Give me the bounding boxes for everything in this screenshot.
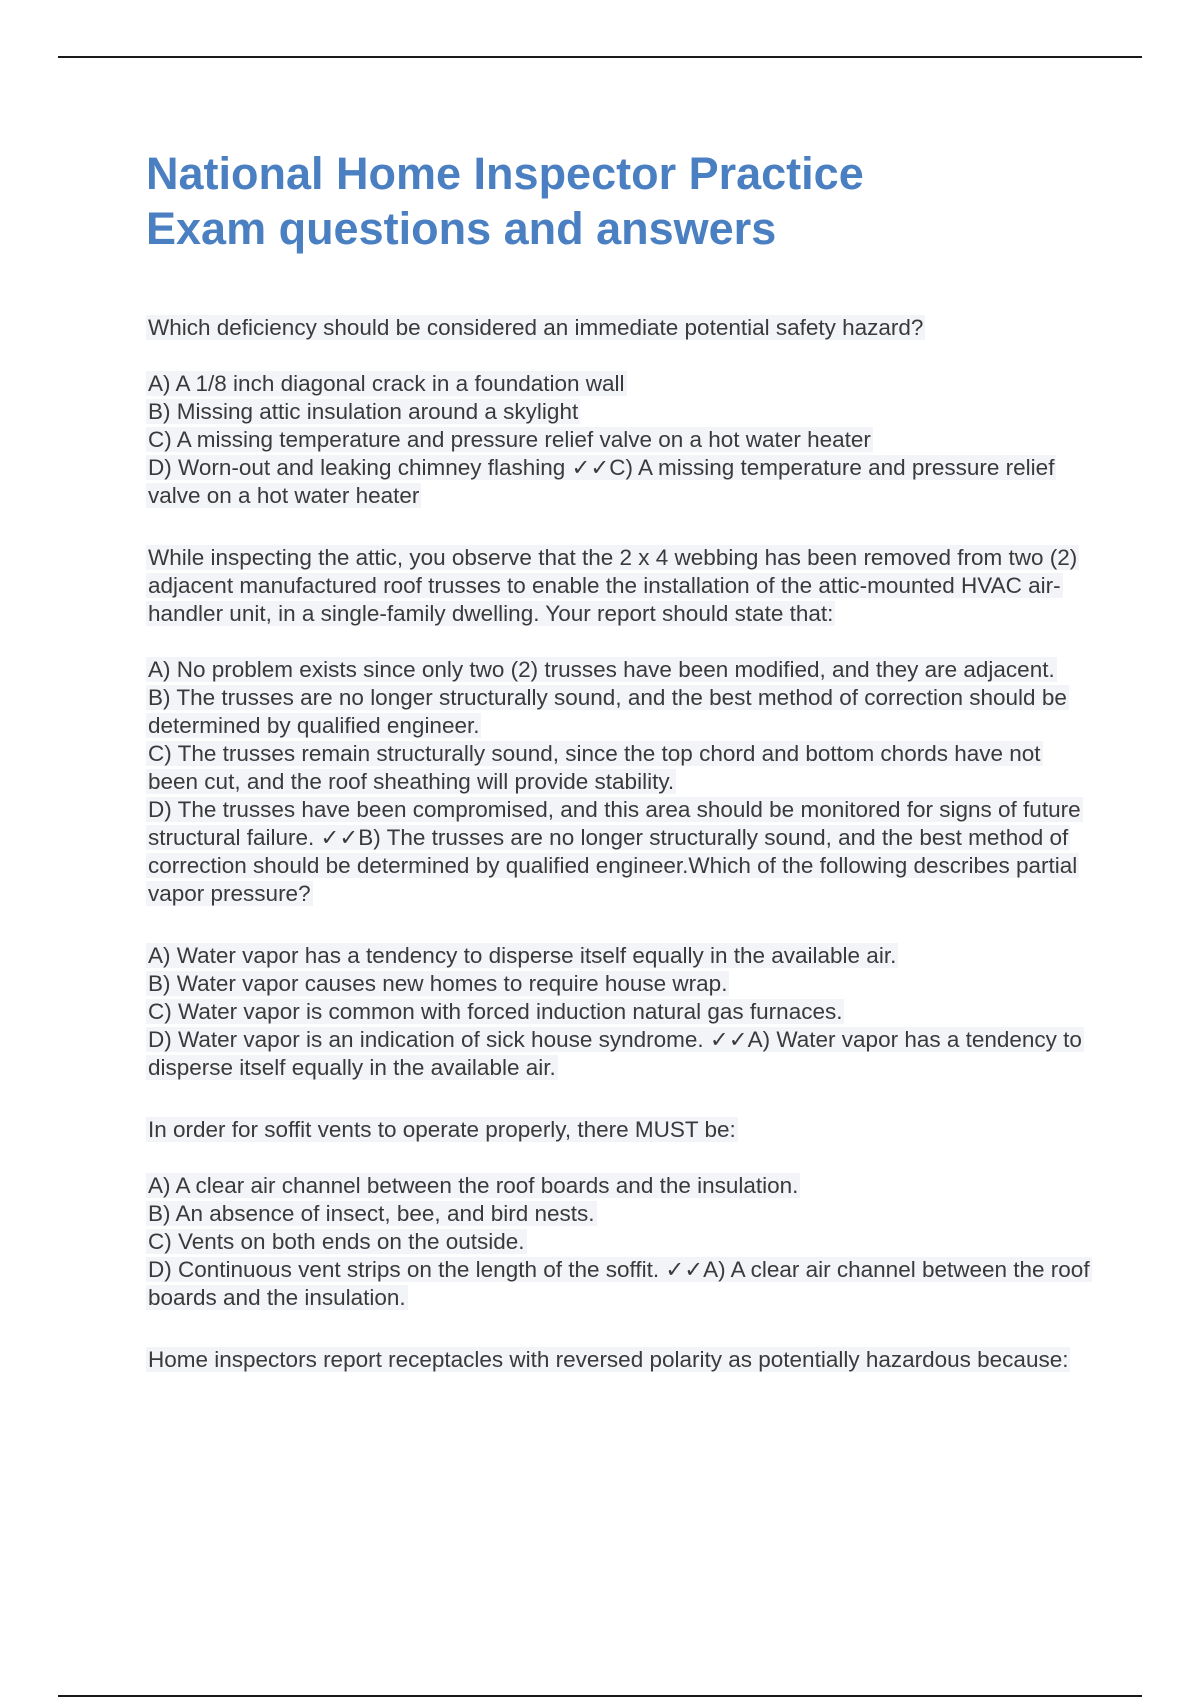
answer-option: A) A clear air channel between the roof boards and the insulation.: [148, 1173, 799, 1198]
question-text: While inspecting the attic, you observe that the 2 x 4 webbing has been removed from two (2) adjacent manufactured roof trusses to enable the installation of the attic-mounted HVAC air-handler unit, in a single-family dwelling. Your report should state that:: [148, 545, 1078, 626]
answer-option: D) Worn-out and leaking chimney flashing ✓✓C) A missing temperature and pressure relief valve on a hot water heater: [148, 455, 1055, 508]
answer-option: D) Water vapor is an indication of sick house syndrome. ✓✓A) Water vapor has a tendency to disperse itself equally in the available air.: [148, 1027, 1082, 1080]
answer-option: C) Water vapor is common with forced induction natural gas furnaces.: [148, 999, 843, 1024]
answer-option: D) The trusses have been compromised, and this area should be monitored for signs of future structural failure. ✓✓B) The trusses are no longer structurally sound, and the best method of correction should be determined by qualified engineer.Which of the following describes partial vapor pressure?: [148, 797, 1081, 906]
top-rule: [58, 56, 1142, 58]
question-block: [146, 1116, 1096, 1312]
question-text: In order for soffit vents to operate properly, there MUST be:: [148, 1117, 736, 1142]
question-block: [146, 314, 1096, 510]
answer-option: C) A missing temperature and pressure relief valve on a hot water heater: [148, 427, 871, 452]
bottom-rule: [58, 1695, 1142, 1697]
answer-option: D) Continuous vent strips on the length of the soffit. ✓✓A) A clear air channel between the roof boards and the insulation.: [148, 1257, 1090, 1310]
answer-option: B) Missing attic insulation around a skylight: [148, 399, 579, 424]
answer-option: A) Water vapor has a tendency to disperse itself equally in the available air.: [148, 943, 897, 968]
answer-option: B) An absence of insect, bee, and bird nests.: [148, 1201, 595, 1226]
answer-option: B) The trusses are no longer structurally sound, and the best method of correction should be determined by qualified engineer.: [148, 685, 1067, 738]
answer-option: A) No problem exists since only two (2) trusses have been modified, and they are adjacent.: [148, 657, 1055, 682]
question-block: [146, 942, 1096, 1082]
answer-option: C) The trusses remain structurally sound, since the top chord and bottom chords have not been cut, and the roof sheathing will provide stability.: [148, 741, 1041, 794]
document-title: National Home Inspector Practice Exam questions and answers: [146, 148, 864, 254]
answer-option: A) A 1/8 inch diagonal crack in a foundation wall: [148, 371, 625, 396]
question-text: Home inspectors report receptacles with reversed polarity as potentially hazardous because:: [148, 1347, 1069, 1372]
question-text: Which deficiency should be considered an immediate potential safety hazard?: [148, 315, 924, 340]
answer-option: C) Vents on both ends on the outside.: [148, 1229, 525, 1254]
question-block: [146, 544, 1096, 908]
document-body: [146, 146, 1096, 1408]
answer-option: B) Water vapor causes new homes to require house wrap.: [148, 971, 728, 996]
question-block: [146, 1346, 1096, 1374]
